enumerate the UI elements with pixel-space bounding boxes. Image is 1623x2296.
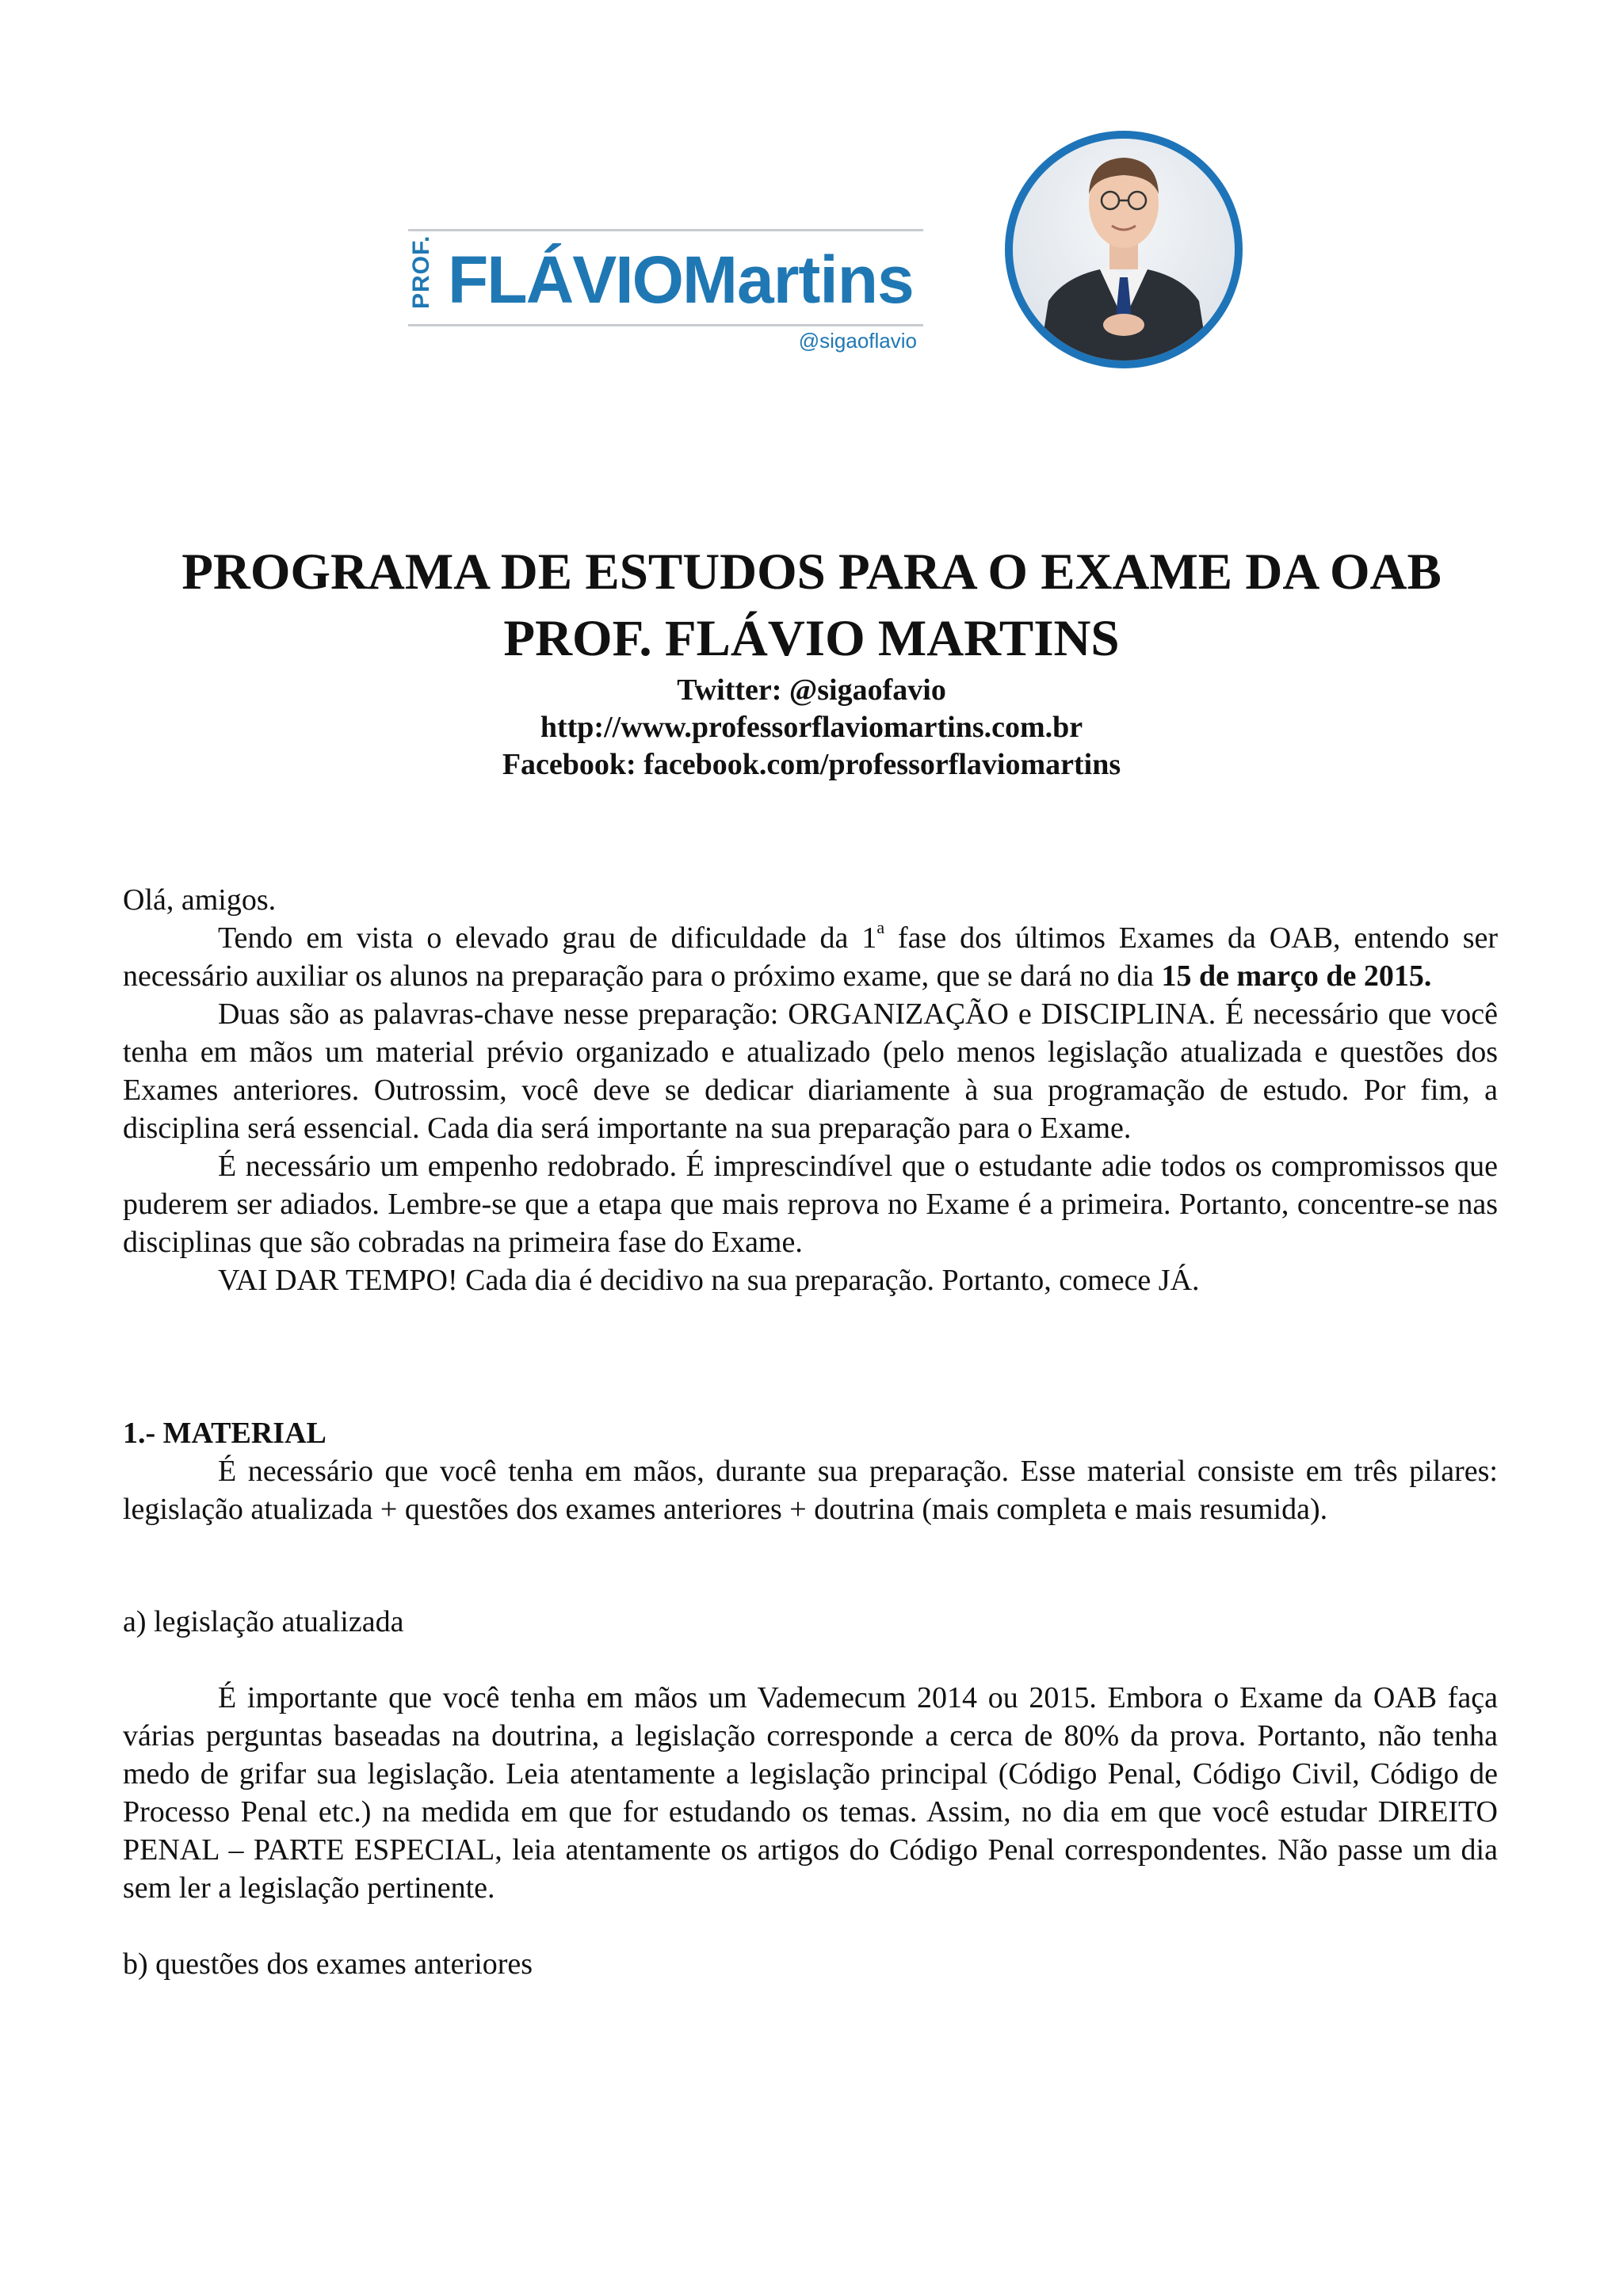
- section-paragraph-1: É necessário que você tenha em mãos, durante sua preparação. Esse material consiste em três pilares: legislação atualizada + questões dos exames anteriores + doutrina (mais completa e mais resumida).: [123, 1455, 1498, 1526]
- greeting: Olá, amigos.: [123, 883, 277, 917]
- exam-date: 15 de março de 2015.: [1161, 959, 1432, 993]
- intro-p1-b: fase dos últimos Exames da OAB, entendo ser necessário auxiliar os alunos na preparação para o próximo exame, que se dará no dia: [123, 921, 1499, 993]
- document-title: PROGRAMA DE ESTUDOS PARA O EXAME DA OAB: [181, 543, 1442, 601]
- logo-prefix: PROF.: [408, 235, 434, 309]
- section-material: [123, 1414, 1498, 1528]
- author-portrait: [1005, 115, 1243, 376]
- intro-paragraph-4: VAI DAR TEMPO! Cada dia é decidivo na sua preparação. Portanto, comece JÁ.: [218, 1264, 1200, 1297]
- logo-name-last: Martins: [682, 242, 914, 317]
- website-link[interactable]: http://www.professorflaviomartins.com.br: [540, 711, 1083, 744]
- subsection-b-heading-wrap: [123, 1945, 1498, 1983]
- section-heading: 1.- MATERIAL: [123, 1417, 327, 1450]
- intro-section: [123, 881, 1498, 1299]
- intro-p1-sup: a: [876, 917, 885, 937]
- subsection-a-body: [123, 1679, 1498, 1907]
- twitter-line: Twitter: @sigaofavio: [677, 673, 946, 707]
- intro-paragraph-3: É necessário um empenho redobrado. É imprescindível que o estudante adie todos os compromissos que puderem ser adiados. Lembre-se que a etapa que mais reprova no Exame é a primeira. Portanto, concentre-se nas disciplinas que são cobradas na primeira fase do Exame.: [123, 1150, 1498, 1259]
- document-header: [0, 539, 1623, 784]
- subsection-a-heading-wrap: [123, 1603, 1498, 1641]
- intro-p1-a: Tendo em vista o elevado grau de dificuldade da 1: [218, 921, 877, 955]
- logo-handle: @sigaoflavio: [798, 329, 917, 353]
- logo-rule-bottom: [408, 324, 923, 326]
- intro-paragraph-2: Duas são as palavras-chave nesse preparação: ORGANIZAÇÃO e DISCIPLINA. É necessário que você tenha em mãos um material prévio organizado e atualizado (pelo menos legislação atualizada e questões dos Exames anteriores. Outrossim, você deve se dedicar diariamente à sua programação de estudo. Por fim, a disciplina será essencial. Cada dia será importante na sua preparação para o Exame.: [123, 997, 1498, 1145]
- subsection-a-heading: a) legislação atualizada: [123, 1605, 404, 1638]
- subsection-a-paragraph: É importante que você tenha em mãos um Vademecum 2014 ou 2015. Embora o Exame da OAB faça várias perguntas baseadas na doutrina, a legislação corresponde a cerca de 80% da prova. Portanto, não tenha medo de grifar sua legislação. Leia atentamente a legislação principal (Código Penal, Código Civil, Código de Processo Penal etc.) na medida em que for estudando os temas. Assim, no dia em que você estudar DIREITO PENAL – PARTE ESPECIAL, leia atentamente os artigos do Código Penal correspondentes. Não passe um dia sem ler a legislação pertinente.: [123, 1681, 1498, 1905]
- document-subtitle: PROF. FLÁVIO MARTINS: [503, 610, 1120, 667]
- subsection-b-heading: b) questões dos exames anteriores: [123, 1947, 533, 1981]
- logo-name: [448, 240, 914, 319]
- facebook-line: Facebook: facebook.com/professorflaviomartins: [502, 748, 1121, 781]
- brand-logo: [408, 226, 923, 360]
- intro-paragraph-1: [123, 919, 1498, 995]
- logo-rule-top: [408, 229, 923, 231]
- logo-name-first: FLÁVIO: [448, 242, 682, 317]
